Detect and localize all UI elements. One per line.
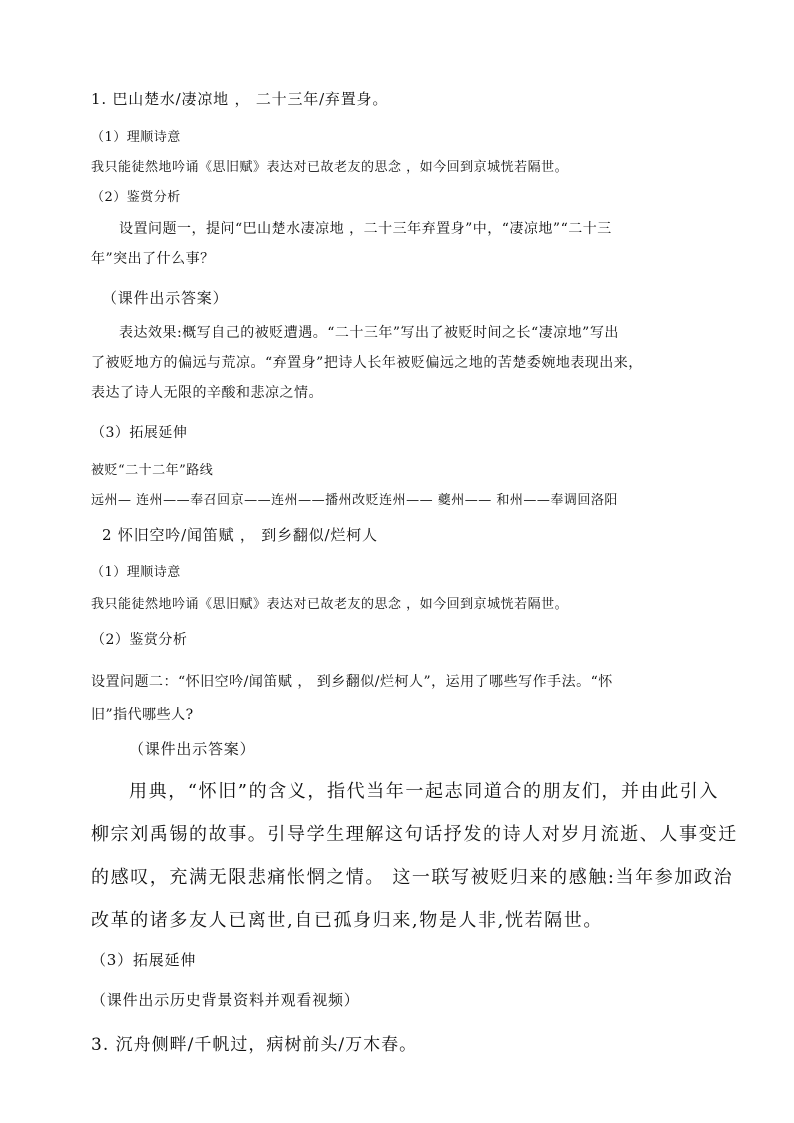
section2-answer-line4: 改革的诸多友人已离世,自已孤身归来,物是人非,恍若隔世。 [91, 910, 603, 931]
section2-answer-line2: 柳宗刘禹锡的故事。引导学生理解这句话抒发的诗人对岁月流逝、人事变迁 [91, 824, 738, 845]
section2-courseware-note: （课件出示答案） [129, 740, 256, 758]
section1-answer-line3: 表达了诗人无限的辛酸和悲凉之情。 [91, 385, 323, 401]
section1-courseware-note: （课件出示答案） [102, 289, 229, 307]
route-title: 被贬“二十二年”路线 [91, 463, 214, 478]
section2-answer-line1: 用典，“怀旧”的含义，指代当年一起志同道合的朋友们，并由此引入 [129, 781, 720, 802]
section1-part1-title: （1）理顺诗意 [91, 130, 181, 145]
section3-heading: 3. 沉舟侧畔/千帆过，病树前头/万木春。 [91, 1035, 418, 1055]
section1-part1-text: 我只能徒然地吟诵《思旧赋》表达对已故老友的思念 ，如今回到京城恍若隔世。 [91, 160, 569, 175]
section2-part2-title: （2）鉴赏分析 [91, 632, 188, 648]
section1-part3-title: （3）拓展延伸 [91, 425, 188, 441]
section1-part2-title: （2）鉴赏分析 [91, 190, 181, 205]
section2-part1-text: 我只能徒然地吟诵《思旧赋》表达对已故老友的思念 ，如今回到京城恍若隔世。 [91, 597, 569, 612]
section2-heading: 2 怀旧空吟/闻笛赋 ， 到乡翻似/烂柯人 [102, 526, 378, 544]
section2-question-line2: 旧”指代哪些人? [91, 707, 194, 723]
section2-question-line1: 设置问题二：“怀旧空吟/闻笛赋 ， 到乡翻似/烂柯人”，运用了哪些写作手法。“怀 [91, 674, 613, 690]
section1-answer-line1: 表达效果:概写自己的被贬遭遇。“二十三年”写出了被贬时间之长“凄凉地”写出 [119, 325, 619, 341]
section1-question-line2: 年”突出了什么事？ [91, 251, 215, 267]
section2-answer-line3: 的感叹，充满无限悲痛怅惘之情。 这一联写被贬归来的感触:当年参加政治 [91, 867, 734, 888]
section1-question-line1: 设置问题一，提问“巴山楚水凄凉地 ，二十三年弃置身”中，“凄凉地”“二十三 [119, 221, 612, 237]
section1-answer-line2: 了被贬地方的偏远与荒凉。“弃置身”把诗人长年被贬偏远之地的苦楚委婉地表现出来， [91, 355, 643, 371]
section2-part1-title: （1）理顺诗意 [91, 565, 181, 580]
route-text: 远州— 连州——奉召回京——连州——播州改贬连州—— 夔州—— 和州——奉调回洛阳 [91, 493, 618, 508]
section1-heading: 1. 巴山楚水/凄凉地 ， 二十三年/弃置身。 [91, 90, 389, 108]
section2-part3-title: （3）拓展延伸 [91, 951, 197, 969]
section2-history-note: （课件出示历史背景资料并观看视频） [91, 991, 360, 1009]
